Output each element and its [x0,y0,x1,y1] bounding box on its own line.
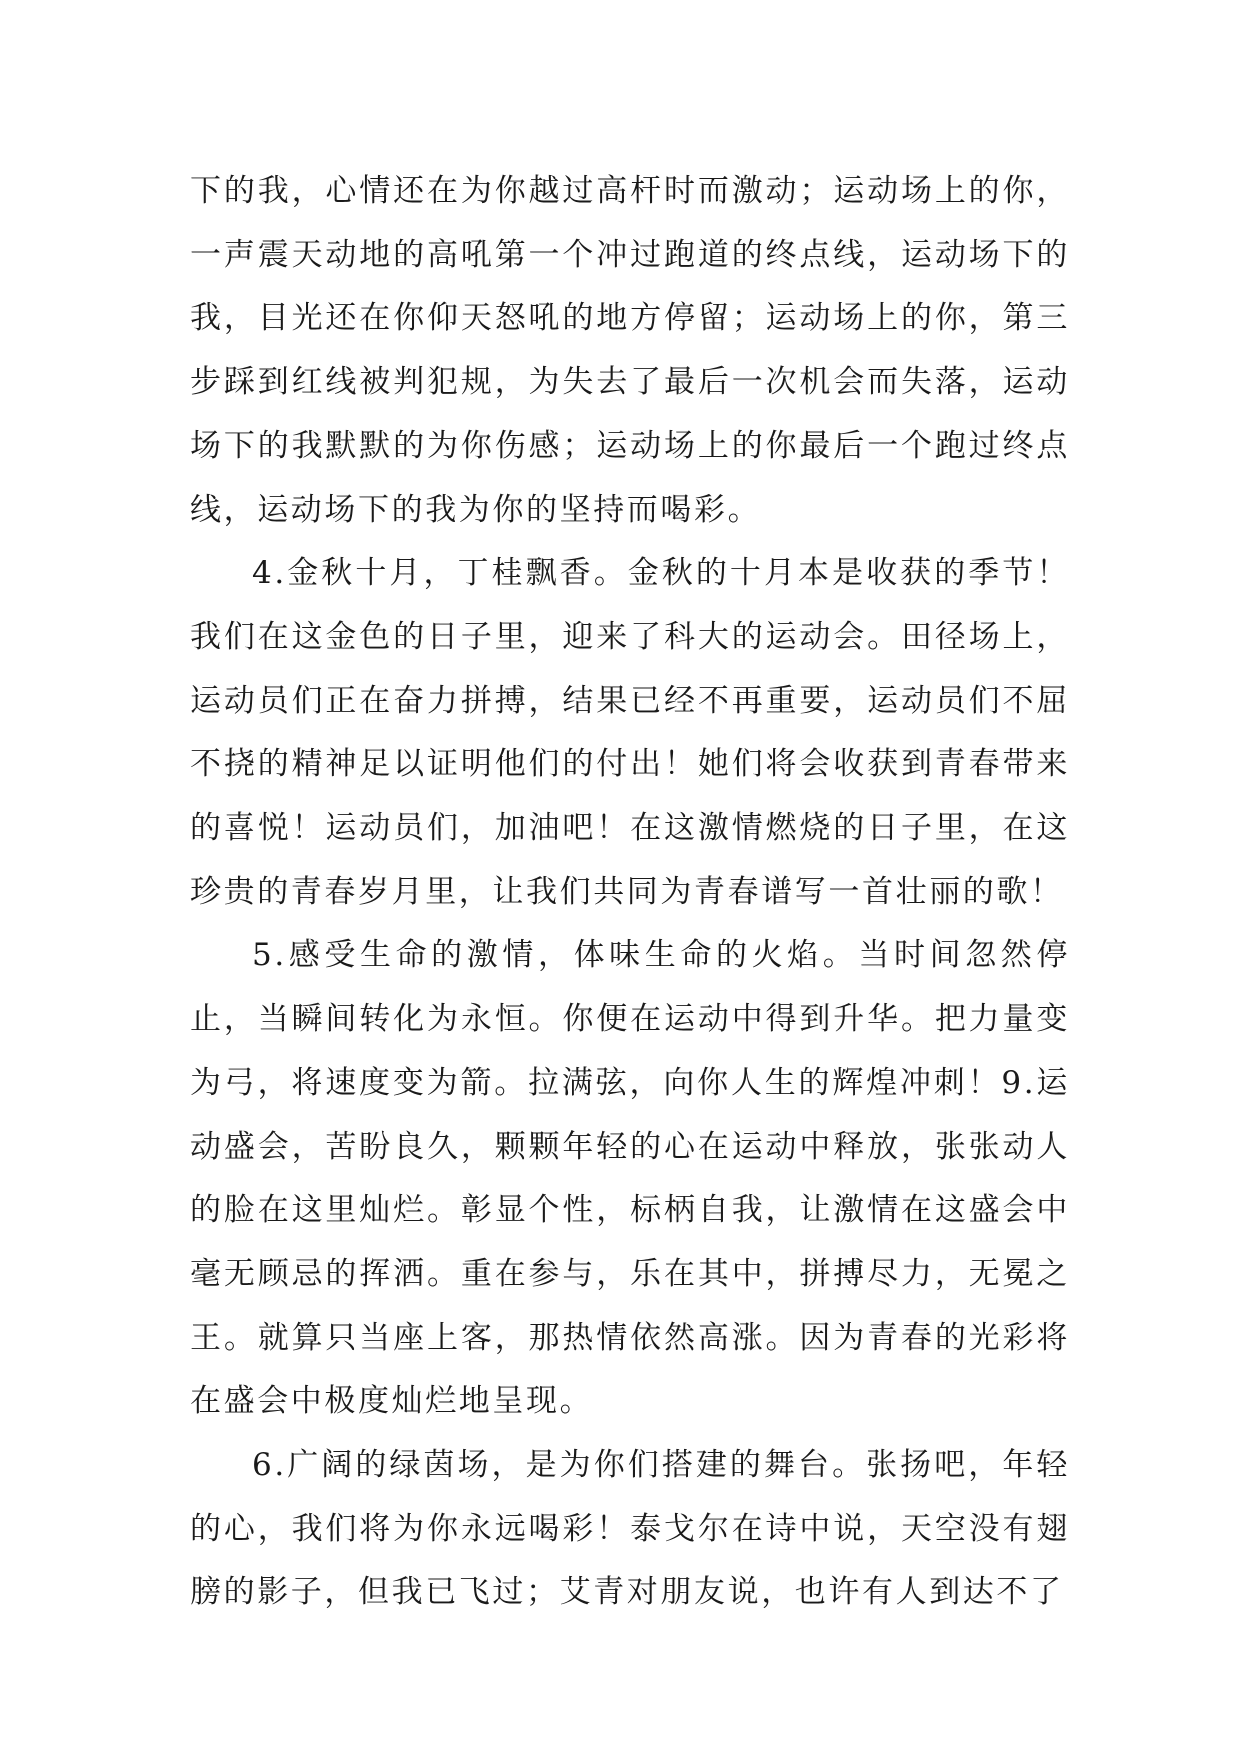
paragraph-continuation: 下的我，心情还在为你越过高杆时而激动；运动场上的你，一声震天动地的高吼第一个冲过跑道的终点线，运动场下的我，目光还在你仰天怒吼的地方停留；运动场上的你，第三步踩到红线被判犯规，为失去了最后一次机会而失落，运动场下的我默默的为你伤感；运动场上的你最后一个跑过终点线，运动场下的我为你的坚持而喝彩。 [190,173,1070,528]
paragraph-item-6: 6.广阔的绿茵场，是为你们搭建的舞台。张扬吧，年轻的心，我们将为你永远喝彩！泰戈尔在诗中说，天空没有翅膀的影子，但我已飞过；艾青对朋友说，也许有人到达不了 [190,1447,1070,1611]
paragraph-item-5: 5.感受生命的激情，体味生命的火焰。当时间忽然停止，当瞬间转化为永恒。你便在运动中得到升华。把力量变为弓，将速度变为箭。拉满弦，向你人生的辉煌冲刺！9.运动盛会，苦盼良久，颗颗年轻的心在运动中释放，张张动人的脸在这里灿烂。彰显个性，标柄自我，让激情在这盛会中毫无顾忌的挥洒。重在参与，乐在其中，拼搏尽力，无冕之王。就算只当座上客，那热情依然高涨。因为青春的光彩将在盛会中极度灿烂地呈现。 [190,937,1070,1420]
document-body [190,160,1070,1625]
paragraph-item-4: 4.金秋十月，丁桂飘香。金秋的十月本是收获的季节！我们在这金色的日子里，迎来了科大的运动会。田径场上，运动员们正在奋力拼搏，结果已经不再重要，运动员们不屈不挠的精神足以证明他们的付出！她们将会收获到青春带来的喜悦！运动员们，加油吧！在这激情燃烧的日子里，在这珍贵的青春岁月里，让我们共同为青春谱写一首壮丽的歌！ [190,555,1070,910]
